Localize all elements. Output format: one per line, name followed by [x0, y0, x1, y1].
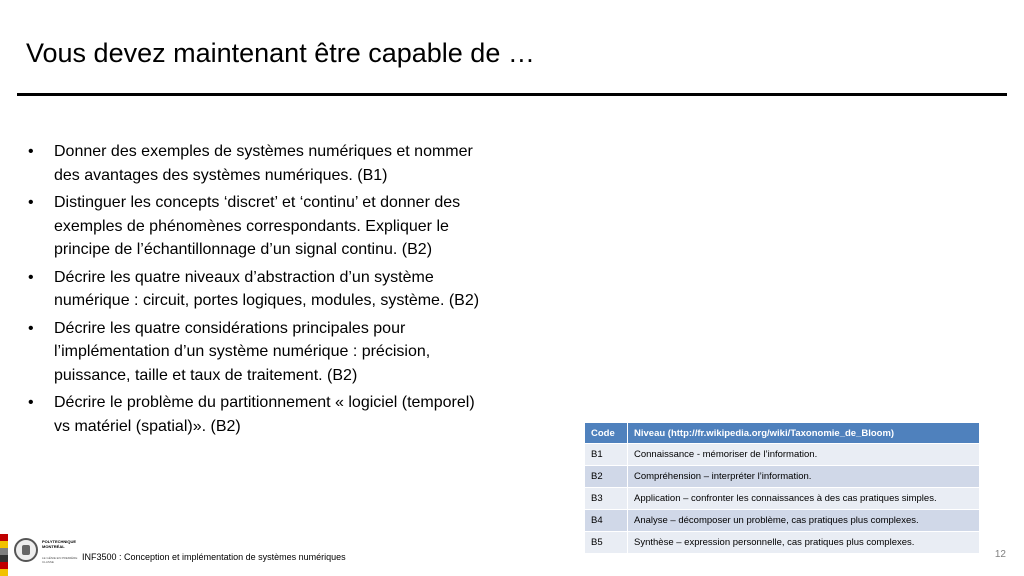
- table-row: [585, 532, 980, 554]
- list-item: [28, 191, 493, 262]
- list-item: [28, 140, 493, 187]
- list-item: [28, 317, 493, 388]
- table-cell-code: B5: [585, 532, 628, 554]
- table-header-level: Niveau (http://fr.wikipedia.org/wiki/Taxonomie_de_Bloom): [628, 423, 980, 444]
- table-cell-level: Application – confronter les connaissances à des cas pratiques simples.: [628, 488, 980, 510]
- list-item: [28, 391, 493, 438]
- list-item-text: Donner des exemples de systèmes numériques et nommer des avantages des systèmes numériques. (B1): [54, 143, 473, 184]
- table-cell-level: Analyse – décomposer un problème, cas pratiques plus complexes.: [628, 510, 980, 532]
- table-cell-level: Synthèse – expression personnelle, cas pratiques plus complexes.: [628, 532, 980, 554]
- table-cell-code: B1: [585, 444, 628, 466]
- table-header-row: [585, 423, 980, 444]
- table-row: [585, 488, 980, 510]
- logo-line2: LE GÉNIE EN PREMIÈRE CLASSE: [42, 556, 78, 564]
- bullet-icon: •: [28, 319, 34, 337]
- bloom-taxonomy-table: [584, 422, 980, 554]
- bullet-icon: •: [28, 194, 34, 211]
- table-row: [585, 444, 980, 466]
- table-cell-code: B2: [585, 466, 628, 488]
- title-divider: [17, 93, 1007, 96]
- list-item: [28, 266, 493, 313]
- table-cell-code: B3: [585, 488, 628, 510]
- table-cell-code: B4: [585, 510, 628, 532]
- logo-line1: POLYTECHNIQUE MONTRÉAL: [42, 539, 77, 549]
- table-row: [585, 466, 980, 488]
- bullet-icon: •: [28, 143, 34, 160]
- objectives-list: [28, 140, 493, 442]
- logo-stripes: [0, 534, 8, 576]
- table-row: [585, 510, 980, 532]
- polytechnique-seal-icon: [14, 538, 38, 562]
- bullet-icon: •: [28, 394, 34, 411]
- footer-course: INF3500 : Conception et implémentation de systèmes numériques: [82, 552, 346, 562]
- table-cell-level: Connaissance - mémoriser de l’information.: [628, 444, 980, 466]
- polytechnique-logo: [0, 534, 80, 576]
- bullet-icon: •: [28, 268, 34, 286]
- list-item-text: Décrire le problème du partitionnement « logiciel (temporel) vs matériel (spatial)». (B2): [54, 394, 475, 435]
- page-number: 12: [994, 549, 1006, 560]
- list-item-text: Décrire les quatre niveaux d’abstraction d’un système numérique : circuit, portes logiques, modules, système. (B2): [54, 268, 480, 309]
- list-item-text: Décrire les quatre considérations principales pour l’implémentation d’un système numérique : précision, puissance, taille et taux de traitement. (B2): [54, 319, 431, 384]
- table-cell-level: Compréhension – interpréter l’information.: [628, 466, 980, 488]
- list-item-text: Distinguer les concepts ‘discret’ et ‘continu’ et donner des exemples de phénomènes correspondants. Expliquer le principe de l’échantillonnage d’un signal continu. (B2): [54, 194, 461, 258]
- slide-title: Vous devez maintenant être capable de …: [26, 38, 535, 68]
- table-header-code: Code: [585, 423, 628, 444]
